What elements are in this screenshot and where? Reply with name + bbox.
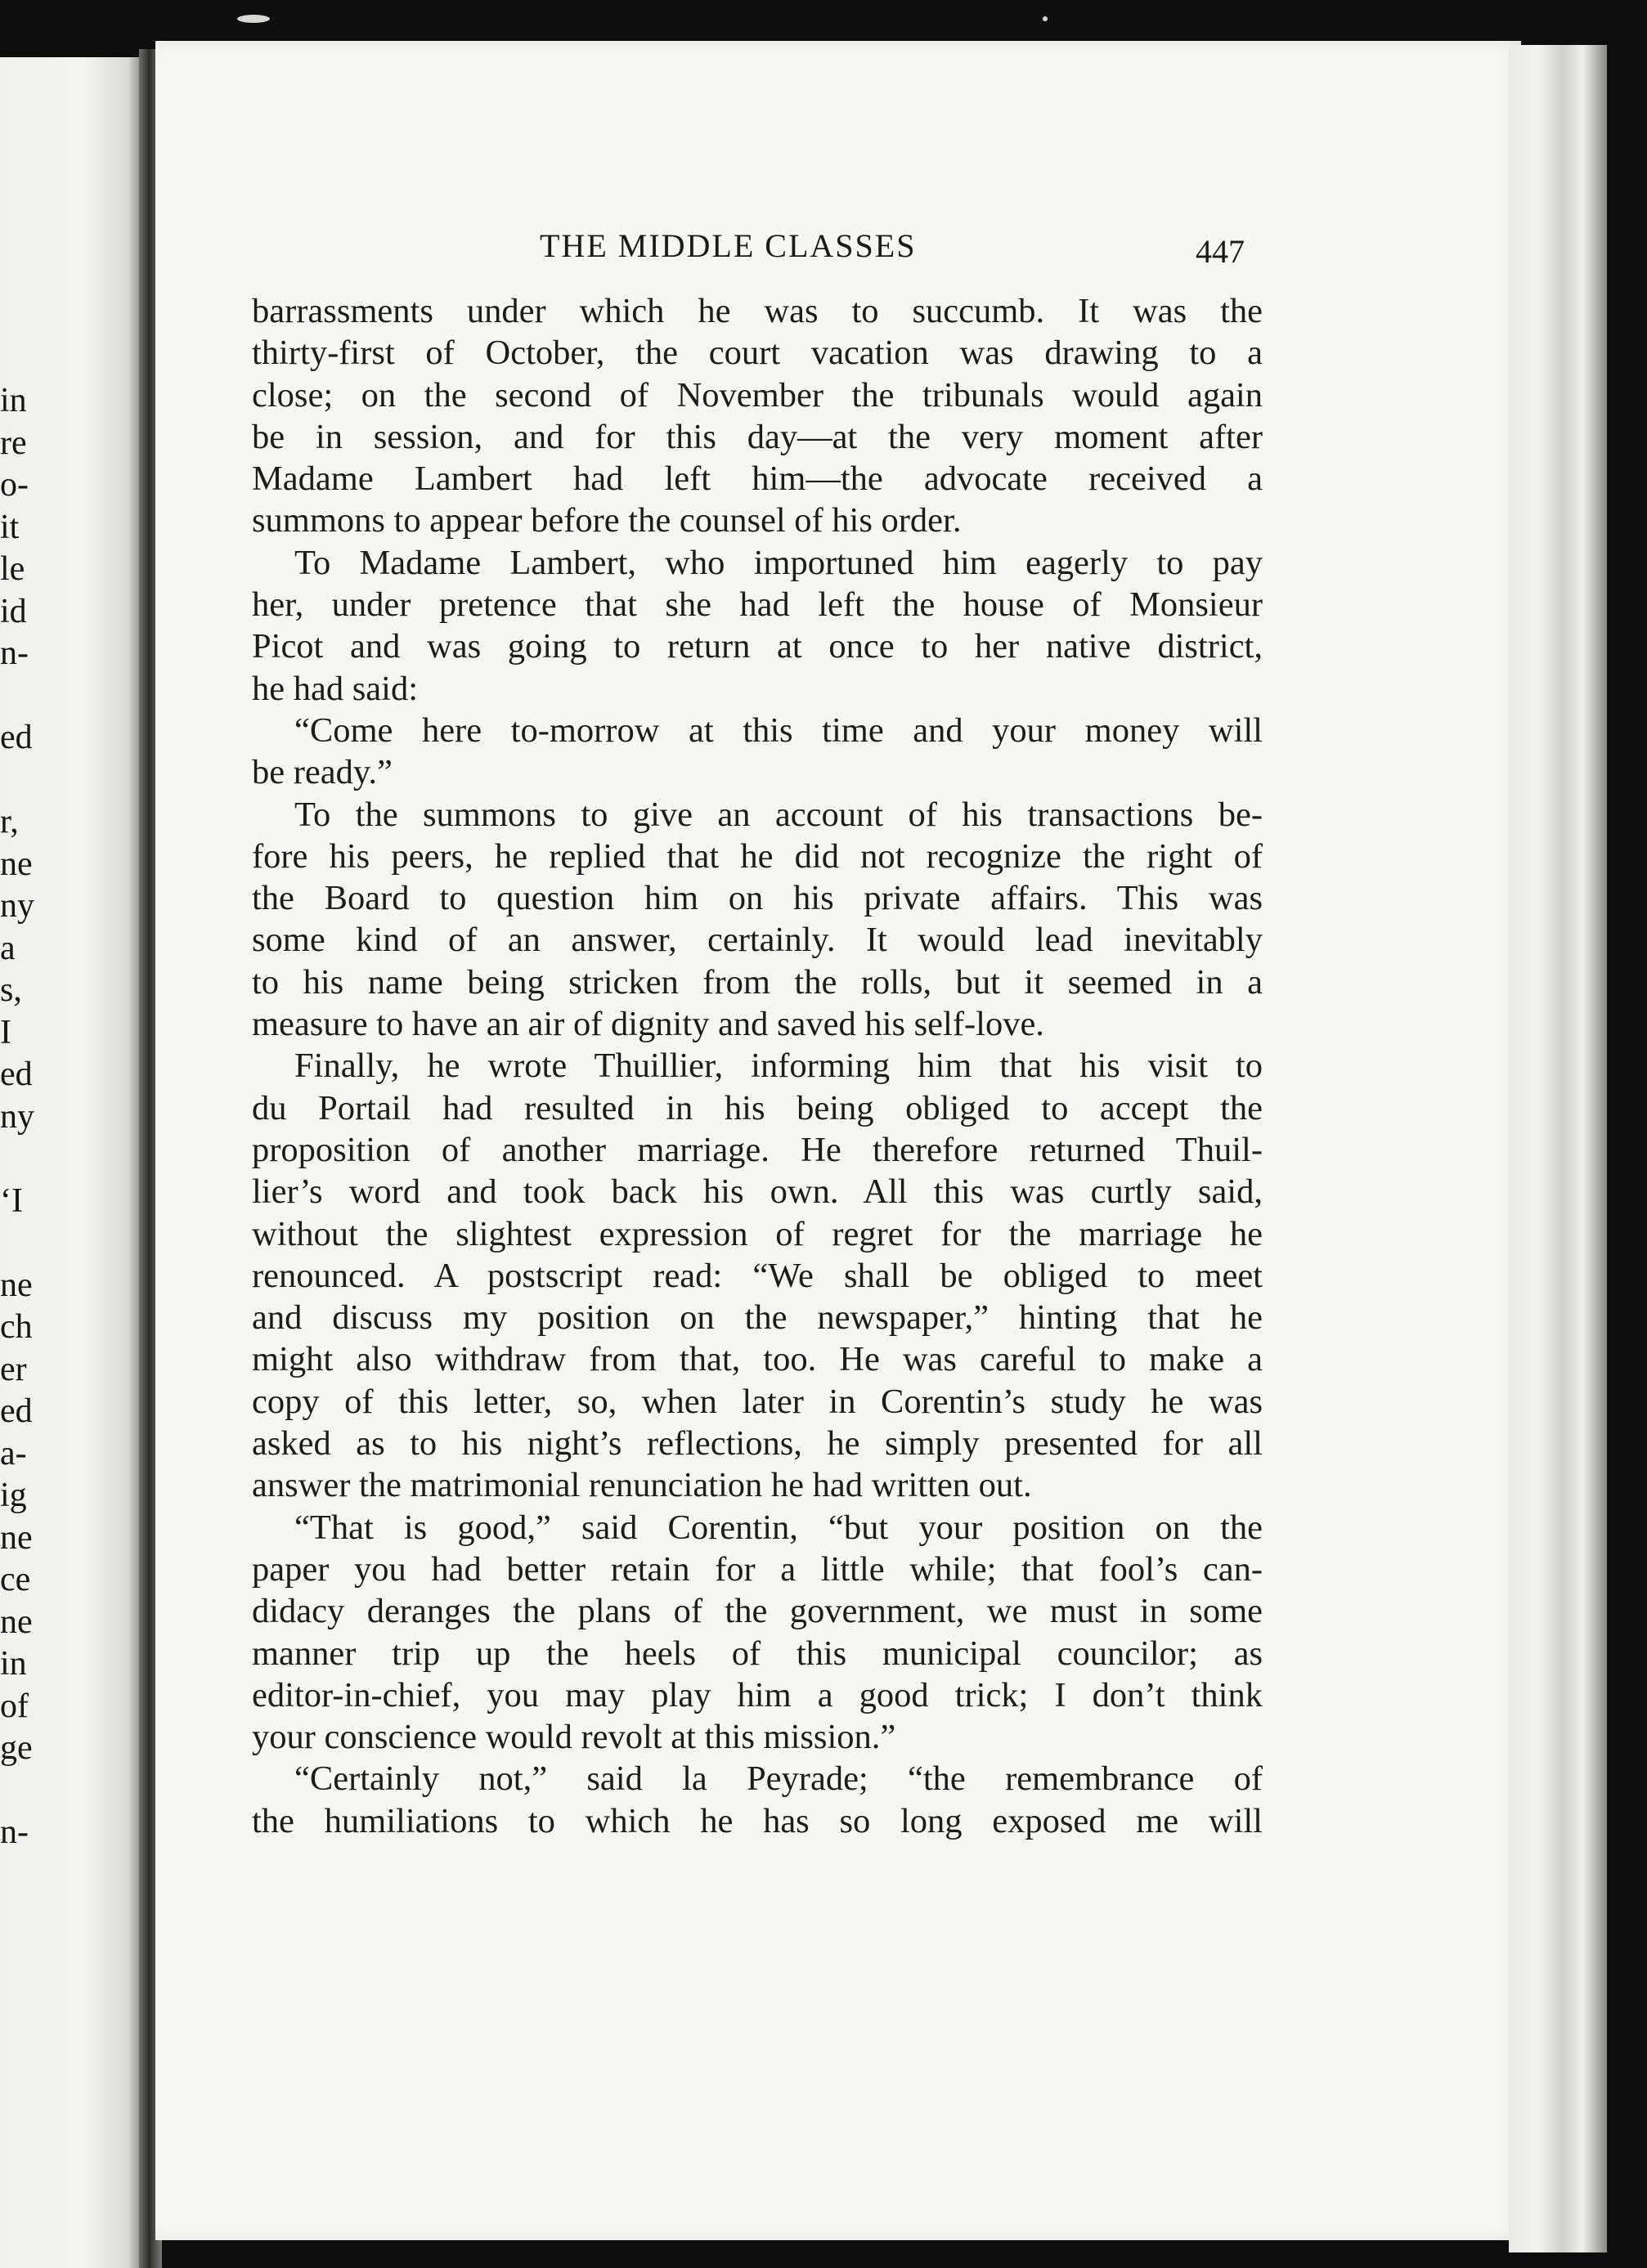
- text-line: fore his peers, he replied that he did not recognize the right of: [252, 836, 1263, 876]
- left-page-fragment: n-: [0, 634, 29, 672]
- left-page-fragment: ed: [0, 1392, 33, 1430]
- text-line: be in session, and for this day—at the very moment after: [252, 417, 1263, 456]
- text-line: renounced. A postscript read: “We shall be obliged to meet: [252, 1256, 1263, 1295]
- text-line: “Come here to-morrow at this time and your money will: [294, 710, 1263, 750]
- text-line: Finally, he wrote Thuillier, informing him that his visit to: [294, 1047, 1263, 1086]
- text-line: close; on the second of November the tribunals would again: [252, 375, 1263, 415]
- text-line: manner trip up the heels of this municipal councilor; as: [252, 1634, 1263, 1673]
- text-line: thirty-first of October, the court vacation was drawing to a: [252, 334, 1263, 373]
- page-edge-stack: [1509, 45, 1607, 2252]
- text-line: editor-in-chief, you may play him a good trick; I don’t think: [252, 1675, 1263, 1714]
- text-line: “That is good,” said Corentin, “but your position on the: [294, 1508, 1263, 1547]
- left-page-fragment: ne: [0, 1602, 33, 1641]
- left-page-fragment: re: [0, 424, 27, 462]
- page-number: 447: [1196, 233, 1245, 270]
- text-line: barrassments under which he was to succumb. It was the: [252, 292, 1263, 330]
- left-page-fragment: I: [0, 1013, 11, 1051]
- text-line: be ready.”: [252, 753, 393, 792]
- left-page-fragment: it: [0, 508, 20, 546]
- text-line: Picot and was going to return at once to her native district,: [252, 627, 1263, 666]
- body-text: [252, 290, 1263, 1842]
- left-page-fragment: ny: [0, 1097, 34, 1136]
- left-page-fragment: id: [0, 592, 27, 630]
- left-page-fragment: of: [0, 1687, 29, 1725]
- text-line: measure to have an air of dignity and saved his self-love.: [252, 1005, 1044, 1044]
- text-line: without the slightest expression of regret for the marriage he: [252, 1214, 1263, 1253]
- left-page-fragment: [0, 1138, 49, 1181]
- text-line: To the summons to give an account of his transactions be-: [294, 795, 1263, 834]
- text-line: might also withdraw from that, too. He was careful to make a: [252, 1340, 1263, 1379]
- text-line: he had said:: [252, 669, 418, 708]
- left-page-fragment: ce: [0, 1561, 31, 1598]
- left-page-fragment: a-: [0, 1434, 27, 1472]
- text-line: your conscience would revolt at this mission.”: [252, 1718, 896, 1757]
- text-line: her, under pretence that she had left the house of Monsieur: [252, 585, 1263, 625]
- left-page-fragment: [0, 760, 49, 802]
- left-page-fragment: r,: [0, 803, 19, 840]
- scan-speck: [1043, 16, 1048, 21]
- left-page-fragment: ig: [0, 1477, 27, 1514]
- scan-speck: [237, 15, 270, 23]
- text-line: the humiliations to which he has so long exposed me will: [252, 1801, 1263, 1840]
- text-line: lier’s word and took back his own. All this was curtly said,: [252, 1172, 1263, 1212]
- running-head: THE MIDDLE CLASSES: [540, 227, 917, 264]
- left-page-fragment: in: [0, 1645, 27, 1683]
- left-page-fragment: [0, 675, 49, 718]
- left-page-fragment: er: [0, 1350, 27, 1388]
- text-line: asked as to his night’s reflections, he simply presented for all: [252, 1424, 1263, 1463]
- text-line: to his name being stricken from the rolls, but it seemed in a: [252, 962, 1263, 1002]
- left-page-text-fragments: [0, 380, 49, 1854]
- text-line: and discuss my position on the newspaper,” hinting that he: [252, 1298, 1263, 1338]
- text-line: paper you had better retain for a little while; that fool’s can-: [252, 1549, 1263, 1589]
- left-page-fragment: ed: [0, 1056, 33, 1093]
- text-line: answer the matrimonial renunciation he had written out.: [252, 1466, 1032, 1505]
- left-page-fragment: le: [0, 550, 25, 588]
- text-line: some kind of an answer, certainly. It would lead inevitably: [252, 921, 1263, 960]
- left-page-fragment: ny: [0, 887, 34, 925]
- text-line: summons to appear before the counsel of his order.: [252, 501, 962, 540]
- text-line: proposition of another marriage. He therefore returned Thuil-: [252, 1130, 1263, 1169]
- text-line: Madame Lambert had left him—the advocate received a: [252, 459, 1263, 499]
- text-line: copy of this letter, so, when later in Corentin’s study he was: [252, 1382, 1263, 1421]
- left-page-fragment: [0, 1770, 49, 1813]
- left-page-fragment: ed: [0, 719, 33, 756]
- text-line: “Certainly not,” said la Peyrade; “the remembrance of: [294, 1759, 1263, 1799]
- left-facing-page: [0, 57, 139, 2268]
- left-page-fragment: s,: [0, 971, 22, 1009]
- text-line: du Portail had resulted in his being obliged to accept the: [252, 1088, 1263, 1127]
- left-page-fragment: in: [0, 382, 27, 419]
- text-line: To Madame Lambert, who importuned him eagerly to pay: [294, 543, 1263, 582]
- left-page-fragment: ne: [0, 1518, 33, 1557]
- left-page-fragment: ‘I: [0, 1181, 23, 1220]
- text-line: the Board to question him on his private affairs. This was: [252, 879, 1263, 918]
- text-line: didacy deranges the plans of the government, we must in some: [252, 1592, 1263, 1631]
- left-page-fragment: o-: [0, 466, 29, 504]
- left-page-fragment: ne: [0, 845, 33, 883]
- left-page-fragment: ge: [0, 1729, 33, 1767]
- left-page-fragment: n-: [0, 1813, 29, 1851]
- left-page-fragment: ne: [0, 1266, 33, 1304]
- left-page-fragment: ch: [0, 1308, 33, 1346]
- left-page-fragment: [0, 1222, 49, 1265]
- left-page-fragment: a: [0, 929, 16, 967]
